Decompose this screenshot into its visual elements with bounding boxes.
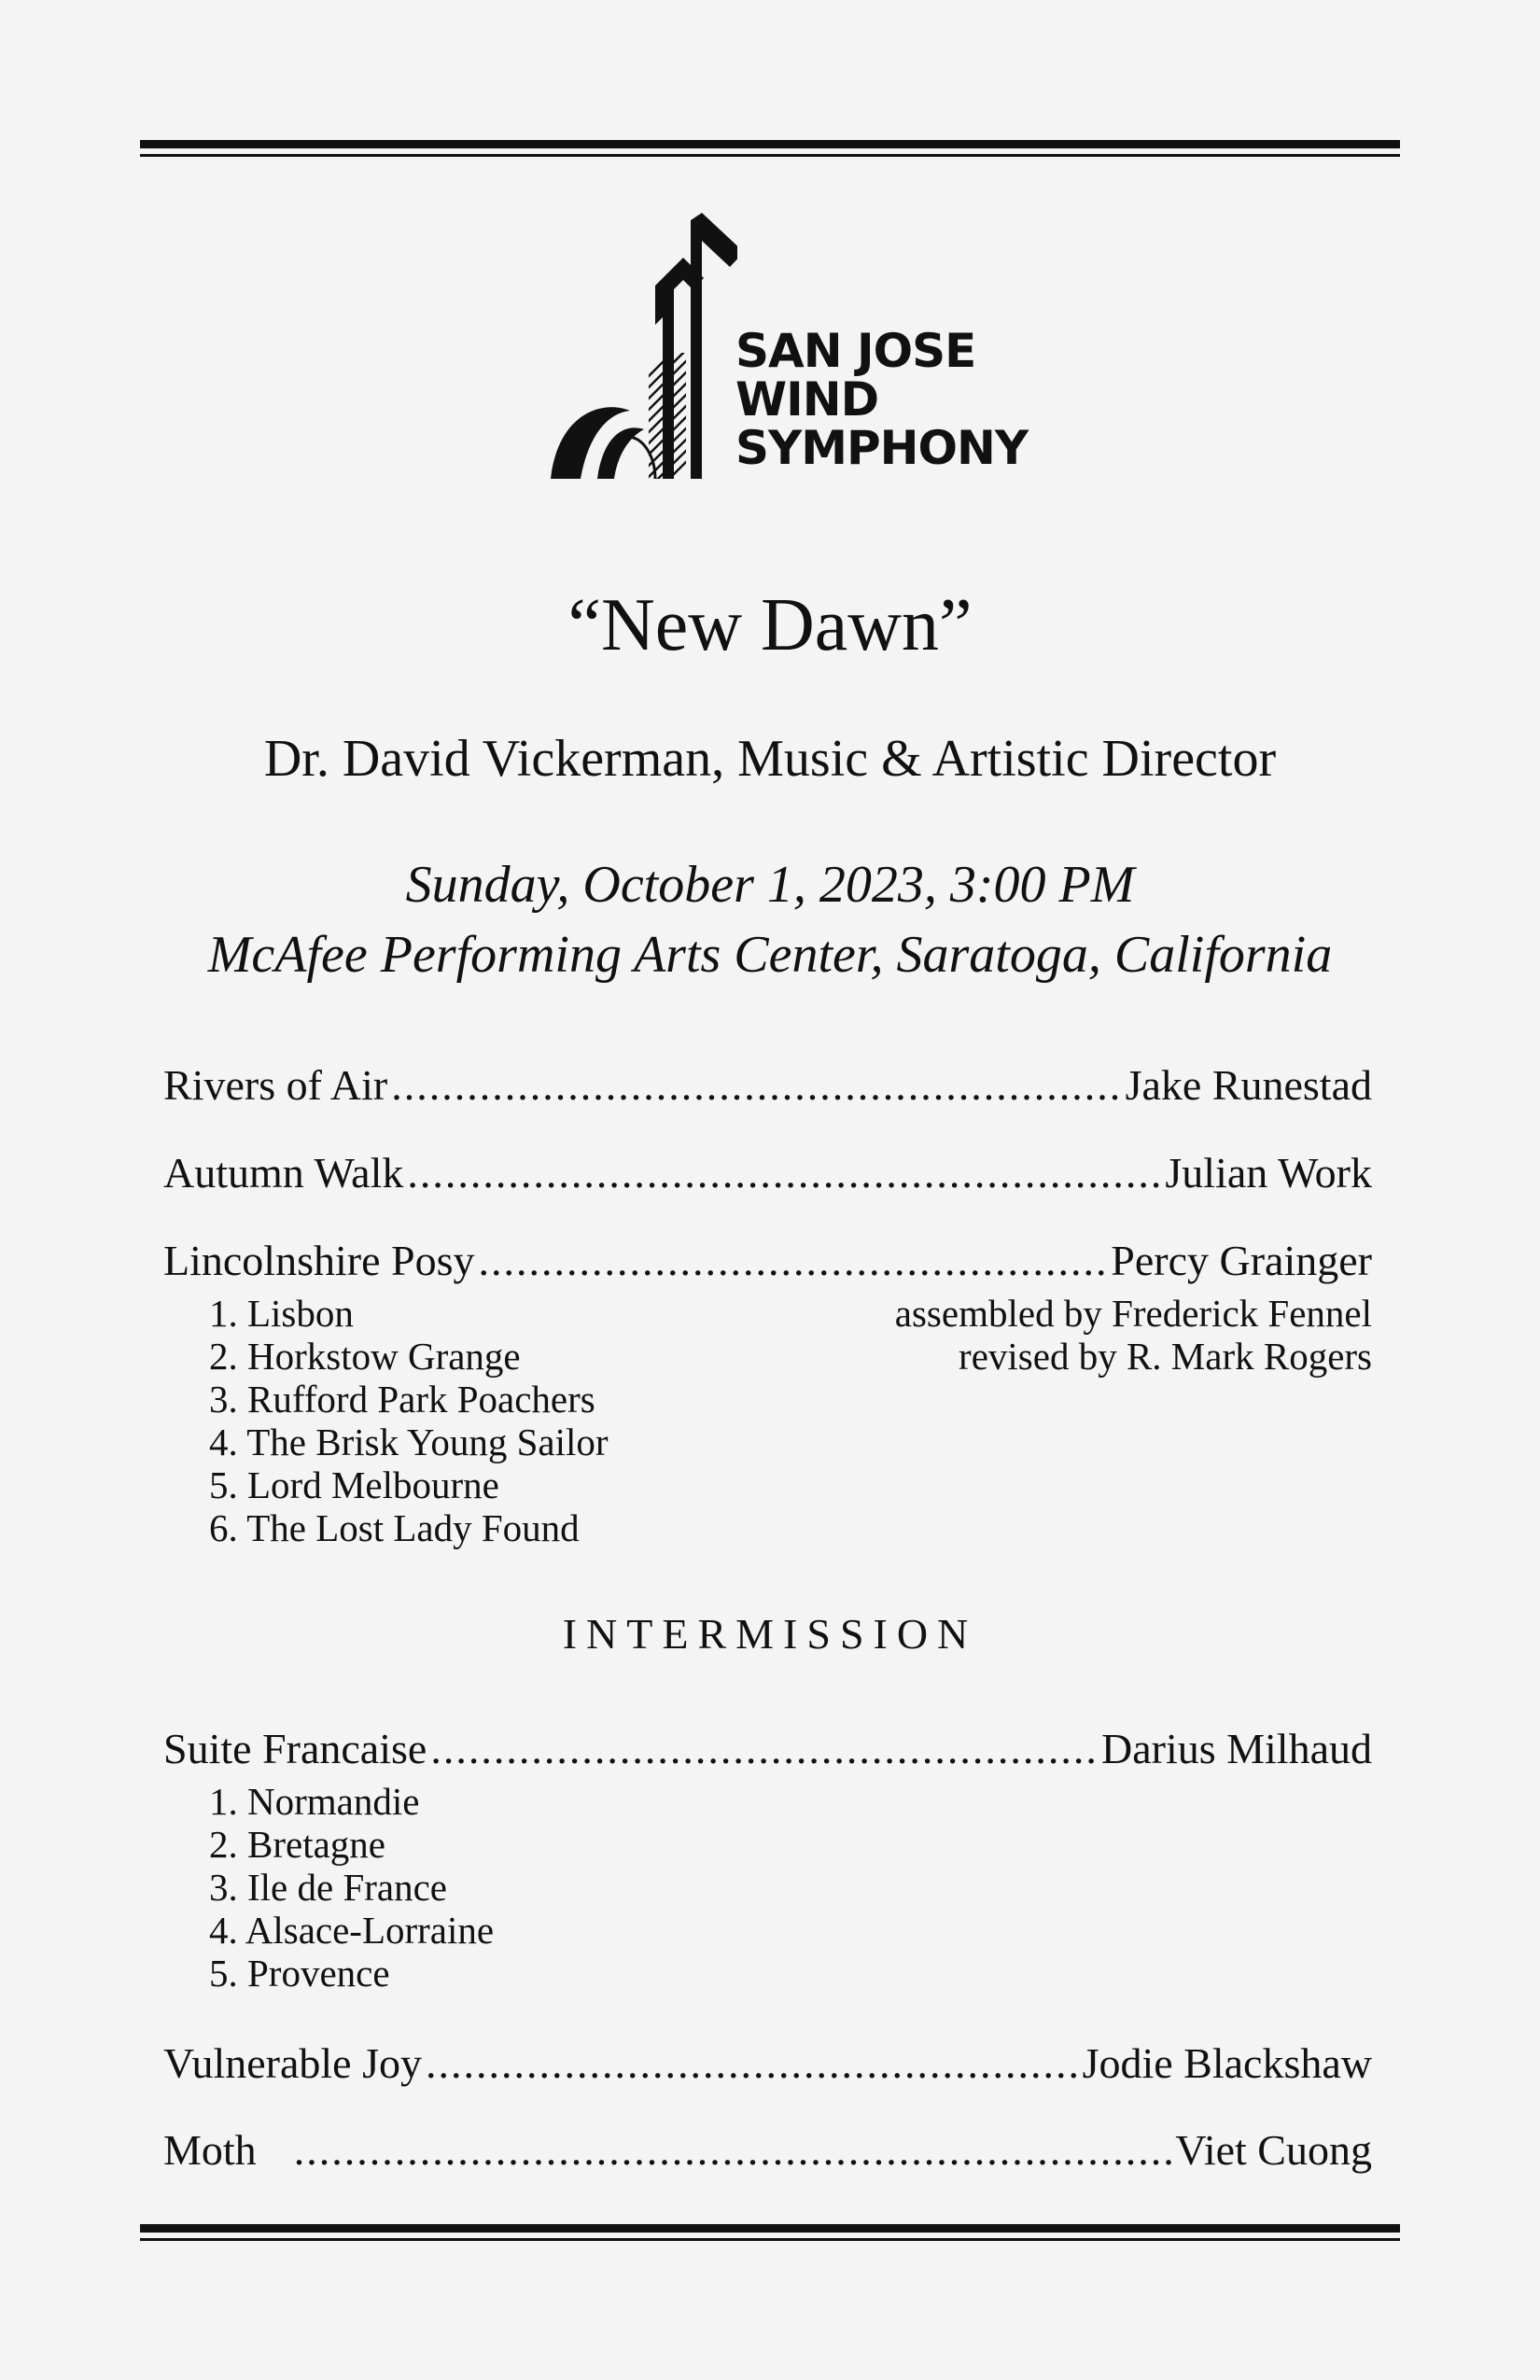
program-entry: [163, 2124, 1372, 2177]
piece-composer: Jake Runestad: [1125, 1061, 1372, 1109]
dot-leader: [294, 2124, 1172, 2177]
dot-leader: [478, 1235, 1107, 1287]
movement-item: 4. Alsace-Lorraine: [209, 1909, 495, 1952]
program-entry: [163, 2037, 1372, 2090]
piece-composer: Viet Cuong: [1175, 2126, 1372, 2174]
piece-composer: Jodie Blackshaw: [1082, 2039, 1372, 2087]
movement-item: 4. The Brisk Young Sailor: [209, 1421, 609, 1463]
piece-composer: Julian Work: [1165, 1149, 1372, 1197]
concert-title: “New Dawn”: [567, 584, 973, 666]
program-entry: [163, 1059, 1372, 1112]
piece-title: Rivers of Air: [163, 1061, 388, 1109]
director-credit: Dr. David Vickerman, Music & Artistic Director: [263, 730, 1277, 788]
piece-title: Autumn Walk: [163, 1149, 404, 1197]
movement-item: 5. Lord Melbourne: [209, 1463, 499, 1506]
movement-item: 1. Normandie: [209, 1780, 420, 1823]
movement-list: [209, 1292, 609, 1549]
logo-wordmark: [735, 324, 1029, 475]
san-jose-wind-symphony-logo: [551, 213, 1029, 483]
intermission-heading: INTERMISSION: [562, 1610, 978, 1658]
dot-leader: [391, 1059, 1121, 1112]
movement-item: 2. Horkstow Grange: [209, 1335, 521, 1378]
arrangement-credits: [895, 1292, 1372, 1378]
piece-title: Suite Francaise: [163, 1725, 427, 1772]
dot-leader: [407, 1147, 1161, 1199]
program-entry: [163, 1147, 1372, 1199]
logo-line-3: SYMPHONY: [735, 421, 1029, 475]
dot-leader: [426, 2037, 1079, 2090]
piece-composer: Darius Milhaud: [1100, 1725, 1372, 1772]
movement-item: 3. Rufford Park Poachers: [209, 1378, 595, 1421]
dot-leader: [430, 1723, 1098, 1775]
credit-line: revised by R. Mark Rogers: [959, 1335, 1372, 1378]
bottom-double-rule: [140, 2224, 1400, 2241]
top-double-rule: [140, 140, 1400, 157]
movement-item: 6. The Lost Lady Found: [209, 1506, 580, 1549]
movement-item: 1. Lisbon: [209, 1292, 354, 1335]
piece-title: Lincolnshire Posy: [163, 1237, 475, 1284]
movement-item: 5. Provence: [209, 1952, 390, 1995]
piece-composer: Percy Grainger: [1111, 1237, 1372, 1284]
credit-line: assembled by Frederick Fennel: [894, 1292, 1372, 1335]
movement-list: [209, 1780, 494, 1995]
movement-item: 2. Bretagne: [209, 1823, 385, 1866]
piece-title: Vulnerable Joy: [163, 2039, 422, 2087]
logo-line-1: SAN JOSE: [735, 324, 976, 378]
piece-title: Moth: [163, 2126, 257, 2174]
concert-venue: McAfee Performing Arts Center, Saratoga, California: [207, 926, 1333, 984]
concert-date: Sunday, October 1, 2023, 3:00 PM: [405, 856, 1135, 914]
movement-item: 3. Ile de France: [209, 1866, 447, 1909]
program-entry: [163, 1723, 1372, 1775]
tower-arch-logo-icon: [551, 213, 737, 483]
logo-line-2: WIND: [735, 372, 879, 427]
program-entry: [163, 1235, 1372, 1287]
